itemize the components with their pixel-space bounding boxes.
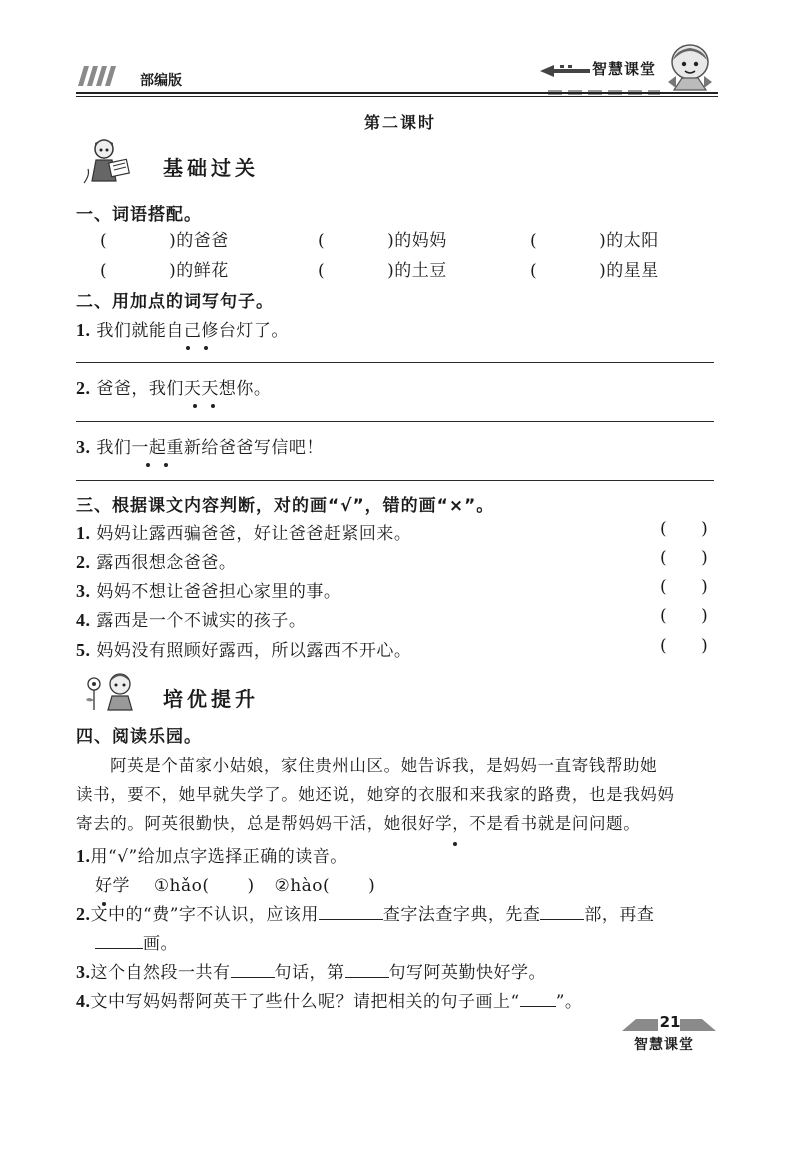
q2-item-3 (76, 433, 324, 458)
q3-answer-box-5[interactable]: ( ) (660, 636, 709, 656)
answer-line-2[interactable] (76, 421, 714, 422)
q2-text-after: 修台灯了。 (201, 321, 289, 341)
q3-text: 露西很想念爸爸。 (96, 553, 237, 573)
q4-sub1-word-dotted: 好 (95, 876, 113, 896)
q2-text-after: 想你。 (218, 379, 272, 399)
paren-close: ) (169, 231, 177, 251)
q1-heading: 一、词语搭配。 (76, 205, 202, 225)
q1-word: 的鲜花 (176, 261, 229, 281)
blank-method[interactable] (319, 902, 383, 920)
q2-item-1 (76, 316, 289, 341)
header-dashes (548, 82, 660, 90)
q1-word: 的妈妈 (394, 231, 447, 251)
q3-answer-box-4[interactable]: ( ) (660, 606, 709, 626)
q2-heading: 二、用加点的词写句子。 (76, 292, 274, 312)
passage-line-2: 读书，要不，她早就失学了。她还说，她穿的衣服和来我家的路费，也是我妈妈 (76, 785, 675, 804)
q4-sub2-cont: 画。 (95, 929, 178, 954)
q3-text: 妈妈让露西骗爸爸，好让爸爸赶紧回来。 (96, 524, 412, 544)
q3-text: 妈妈没有照顾好露西，所以露西不开心。 (96, 641, 412, 661)
q2-text-before: 我们 (96, 438, 132, 458)
paren-open: ( (318, 231, 326, 251)
q3-answer-box-1[interactable]: ( ) (660, 519, 709, 539)
q3-number: 5. (76, 640, 91, 660)
paren-close: ) (387, 261, 395, 281)
q1-row1 (100, 226, 700, 250)
girl-flower-icon (82, 670, 138, 712)
q1-item[interactable] (318, 256, 447, 281)
q1-item[interactable] (530, 226, 659, 251)
q2-text-after: 重新给爸爸写信吧！ (166, 438, 324, 458)
q3-number: 4. (76, 610, 91, 630)
q1-item[interactable] (100, 256, 229, 281)
q4-sub1-options (95, 871, 375, 896)
paren-open: ( (530, 261, 538, 281)
q3-item-5 (76, 636, 411, 661)
q4-sub1-text: 用“√”给加点字选择正确的读音。 (90, 847, 348, 867)
passage-dot (452, 832, 458, 838)
q2-number: 3. (76, 437, 91, 457)
q1-word: 的星星 (606, 261, 659, 281)
paren-open: ( (318, 261, 326, 281)
boy-reading-icon (80, 135, 132, 187)
q2-item-2 (76, 374, 271, 399)
q2-dots-1 (186, 336, 216, 342)
q4-sub2-number: 2. (76, 904, 91, 924)
header-rule-bottom (76, 96, 718, 97)
paren-open: ( (100, 231, 108, 251)
q2-dots-2 (193, 394, 223, 400)
q2-text-before: 爸爸，我们 (96, 379, 184, 399)
q4-sub3-number: 3. (76, 962, 91, 982)
header-brand: 智慧课堂 (592, 60, 657, 78)
blank-sentence-count[interactable] (231, 960, 275, 978)
q2-number: 1. (76, 320, 91, 340)
q3-answer-box-2[interactable]: ( ) (660, 548, 709, 568)
q2-dotted-word: 自己 (166, 321, 202, 341)
girl-mascot-icon (664, 42, 716, 92)
q2-dotted-word: 天天 (183, 379, 219, 399)
paren-close: ) (599, 231, 607, 251)
q3-heading: 三、根据课文内容判断，对的画“√”，错的画“×”。 (76, 496, 495, 516)
section-advanced-title: 培优提升 (163, 687, 259, 711)
answer-line-3[interactable] (76, 480, 714, 481)
header-rule-top (76, 92, 718, 94)
q4-sub4: 4.文中写妈妈帮阿英干了些什么呢？请把相关的句子画上“ ”。 (76, 991, 583, 1012)
page-number: 21 (659, 1013, 681, 1031)
blank-radical[interactable] (540, 902, 584, 920)
q4-sub2: 2.文中的“费”字不认识，应该用 查字法查字典，先查 部，再查 (76, 904, 655, 925)
q2-dotted-word: 一起 (131, 438, 167, 458)
passage-line-1: 阿英是个苗家小姑娘，家住贵州山区。她告诉我，是妈妈一直寄钱帮助她 (110, 756, 658, 775)
answer-line-1[interactable] (76, 362, 714, 363)
q1-row2 (100, 256, 700, 280)
q2-dots-3 (146, 453, 176, 459)
q3-text: 妈妈不想让爸爸担心家里的事。 (96, 582, 342, 602)
paren-open: ( (530, 231, 538, 251)
q3-number: 2. (76, 552, 91, 572)
q3-answer-box-3[interactable]: ( ) (660, 577, 709, 597)
q3-number: 1. (76, 523, 91, 543)
q1-word: 的土豆 (394, 261, 447, 281)
q4-sub1-option-1[interactable]: ①hǎo( ) (153, 876, 255, 896)
q4-sub3: 3.这个自然段一共有 句话，第 句写阿英勤快好学。 (76, 962, 546, 983)
q3-item-2 (76, 548, 236, 573)
q4-heading: 四、阅读乐园。 (76, 727, 202, 747)
header-stripes (78, 66, 122, 86)
header-edition: 部编版 (140, 73, 182, 89)
q2-number: 2. (76, 378, 91, 398)
paren-open: ( (100, 261, 108, 281)
q3-item-4 (76, 606, 306, 631)
underline-sample (520, 989, 556, 1007)
paren-close: ) (169, 261, 177, 281)
q1-item[interactable] (318, 226, 447, 251)
passage-line-3: 寄去的。阿英很勤快，总是帮妈妈干活，她很好学，不是看书就是问问题。 (76, 814, 641, 833)
blank-strokes[interactable] (95, 931, 143, 949)
q4-sub4-number: 4. (76, 991, 91, 1011)
q3-item-1 (76, 519, 411, 544)
header-arrow-icon (540, 63, 590, 77)
q1-word: 的太阳 (606, 231, 659, 251)
paren-close: ) (387, 231, 395, 251)
q3-item-3 (76, 577, 341, 602)
q4-sub1 (76, 842, 348, 867)
q2-text-before: 我们就能 (96, 321, 167, 341)
lesson-title: 第二课时 (363, 113, 436, 132)
q4-sub1-number: 1. (76, 846, 91, 866)
passage-dotted-char: 好 (418, 814, 436, 833)
q3-text: 露西是一个不诚实的孩子。 (96, 611, 307, 631)
footer-brand: 智慧课堂 (634, 1037, 694, 1053)
q1-word: 的爸爸 (176, 231, 229, 251)
paren-close: ) (599, 261, 607, 281)
q4-sub1-word-suffix: 学 (112, 876, 130, 896)
section-basic-title: 基础过关 (163, 156, 259, 180)
q4-sub1-dot (101, 892, 107, 898)
blank-sentence-index[interactable] (345, 960, 389, 978)
q1-item[interactable] (530, 256, 659, 281)
q3-number: 3. (76, 581, 91, 601)
q1-item[interactable] (100, 226, 229, 251)
q4-sub1-option-2[interactable]: ②hào( ) (274, 876, 376, 896)
